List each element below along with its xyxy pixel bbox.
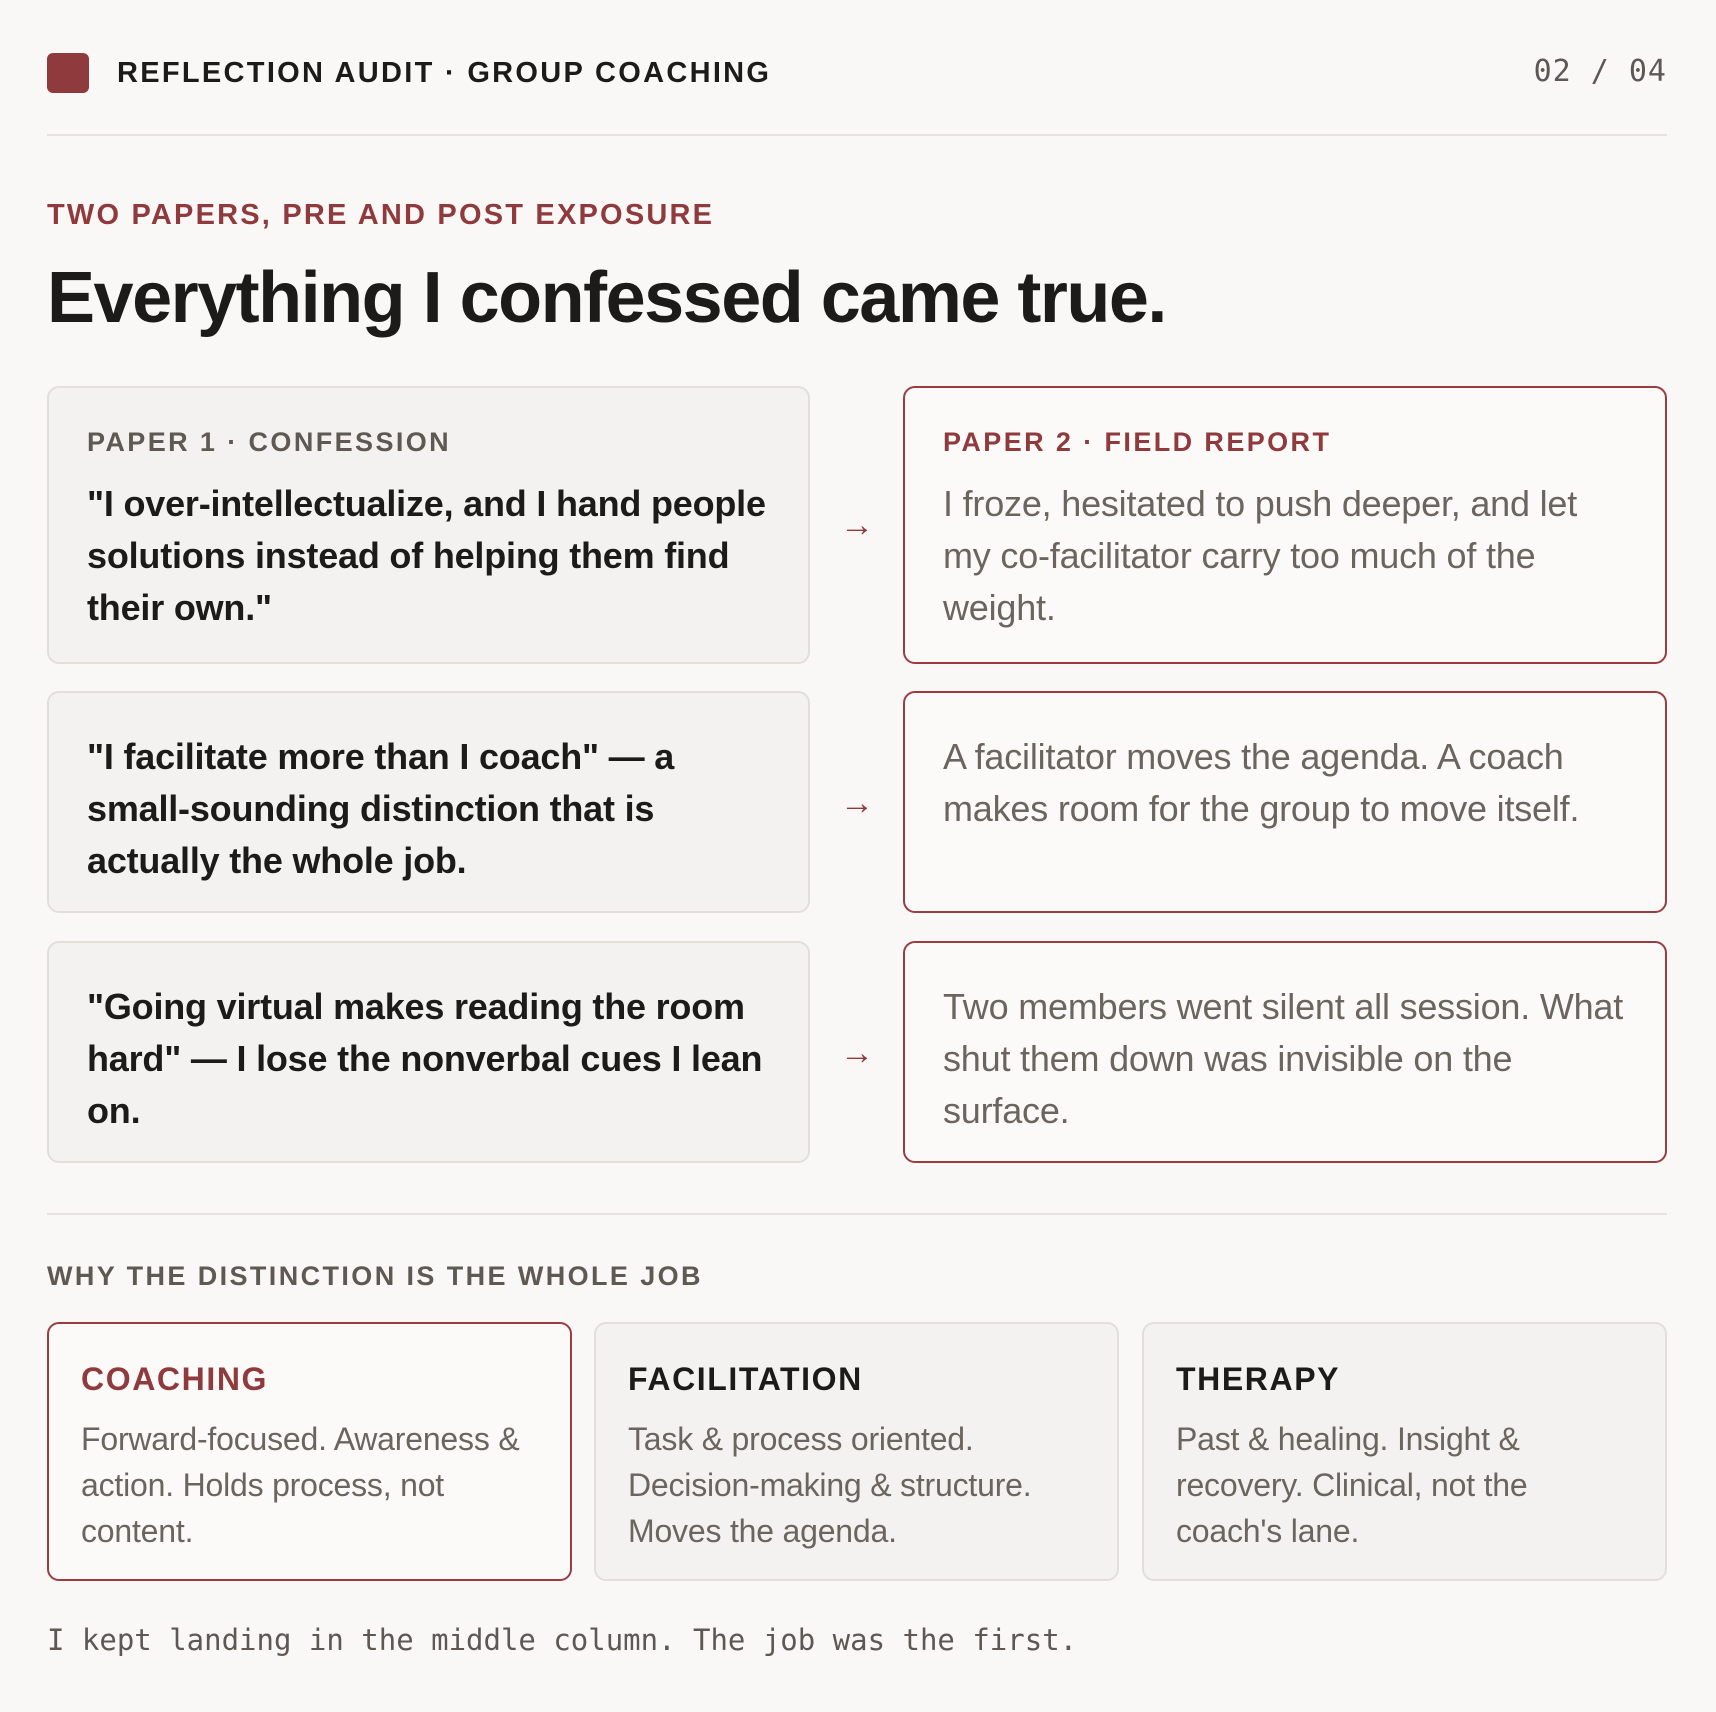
- confession-card-1: [47, 386, 810, 664]
- field-report-text-2: A facilitator moves the agenda. A coach makes room for the group to move itself.: [943, 736, 1580, 829]
- mode-card-facilitation: [594, 1322, 1119, 1581]
- confession-text-1: "I over-intellectualize, and I hand people solutions instead of helping them find their own.": [87, 483, 766, 628]
- footer-note: I kept landing in the middle column. The job was the first.: [47, 1623, 1078, 1657]
- mode-desc-coaching: Forward-focused. Awareness & action. Holds process, not content.: [81, 1421, 520, 1549]
- arrow-right-icon: →: [840, 784, 874, 822]
- header-bar: [47, 0, 1667, 136]
- mode-title-facilitation: FACILITATION: [628, 1361, 863, 1397]
- field-report-text-3: Two members went silent all session. What shut them down was invisible on the surface.: [943, 986, 1624, 1131]
- mode-desc-facilitation: Task & process oriented. Decision-making & structure. Moves the agenda.: [628, 1421, 1032, 1549]
- section-divider: [47, 1213, 1667, 1215]
- mode-card-coaching: [47, 1322, 572, 1581]
- field-report-card-2: [903, 691, 1667, 913]
- confession-text-2: "I facilitate more than I coach" — a small-sounding distinction that is actually the whole job.: [87, 736, 675, 881]
- header-title: REFLECTION AUDIT · GROUP COACHING: [117, 57, 772, 89]
- mode-title-coaching: COACHING: [81, 1361, 269, 1397]
- mode-desc-therapy: Past & healing. Insight & recovery. Clinical, not the coach's lane.: [1176, 1421, 1528, 1549]
- distinction-section-label: WHY THE DISTINCTION IS THE WHOLE JOB: [47, 1261, 703, 1291]
- page-title: Everything I confessed came true.: [47, 258, 1166, 338]
- paper-1-label: PAPER 1 · CONFESSION: [87, 427, 452, 457]
- confession-card-2: [47, 691, 810, 913]
- arrow-right-icon: →: [840, 1034, 874, 1072]
- field-report-text-1: I froze, hesitated to push deeper, and let my co-facilitator carry too much of the weight.: [943, 483, 1578, 628]
- mode-title-therapy: THERAPY: [1176, 1361, 1341, 1397]
- section-kicker: TWO PAPERS, PRE AND POST EXPOSURE: [47, 199, 715, 231]
- brand-square-icon: [47, 53, 89, 93]
- mode-card-therapy: [1142, 1322, 1667, 1581]
- confession-card-3: [47, 941, 810, 1163]
- paper-2-label: PAPER 2 · FIELD REPORT: [943, 427, 1332, 457]
- confession-text-3: "Going virtual makes reading the room hard" — I lose the nonverbal cues I lean on.: [87, 986, 763, 1131]
- page-counter: 02 / 04: [1533, 54, 1667, 89]
- field-report-card-1: [903, 386, 1667, 664]
- field-report-card-3: [903, 941, 1667, 1163]
- arrow-right-icon: →: [840, 506, 874, 544]
